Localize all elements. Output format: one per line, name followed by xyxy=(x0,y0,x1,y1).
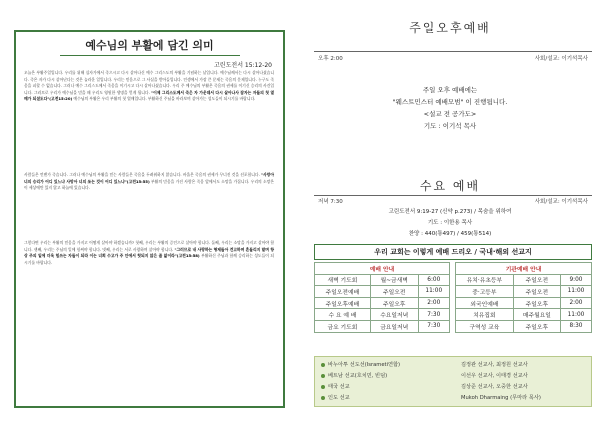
cell: 11:00 xyxy=(560,286,591,298)
cell: 수 요 예 배 xyxy=(315,309,371,321)
wednesday-time: 저녁 7:30 xyxy=(318,199,343,205)
cell: 주일오전 xyxy=(513,286,560,298)
cell: 수요일저녁 xyxy=(370,309,418,321)
missions-box xyxy=(314,356,592,407)
bullet-icon xyxy=(321,374,325,378)
missionary-text: Mukoh Dharmaing (무마라 목사) xyxy=(461,395,541,401)
wednesday-leader: 사회/설교: 이기석목사 xyxy=(534,199,588,205)
cell: 9:00 xyxy=(560,274,591,286)
p3-quote: "그러므로 내 사랑하는 형제들아 견고하며 흔들리지 말며 항상 주의 일에 더욱 힘쓰는 자들이 되라 이는 너희 수고가 주 안에서 헛되지 않은 줄 앎이라"(고전15:58) xyxy=(24,246,274,259)
wed-line-3: 찬양 : 440(통497) / 459(통514) xyxy=(408,231,492,237)
cell: 주일오전예배 xyxy=(315,286,371,298)
missionary-text: 김상준 선교사, 오중한 선교사 xyxy=(461,384,528,390)
sermon-paragraph-2 xyxy=(24,172,274,192)
p3-end: 부활하신 주님과 함께 승리하는 성도들이 되시기를 바랍니다. xyxy=(24,253,274,265)
cell: 7:30 xyxy=(418,320,449,332)
bullet-icon xyxy=(321,363,325,367)
cell: 주일오전 xyxy=(370,286,418,298)
missionary-names xyxy=(461,372,528,379)
ministry-schedule-table xyxy=(455,262,592,333)
wednesday-divider xyxy=(314,195,592,196)
worship-schedule-table xyxy=(314,262,450,333)
p2-text: 사람들은 언젠가 죽습니다. 그러나 예수님의 부활을 믿는 사람들은 죽음을 두려워하지 않습니다. 바울은 죽음의 권세가 무너진 것을 선포합니다. xyxy=(24,172,260,177)
cell: 치유집회 xyxy=(456,309,514,321)
sunday-line-1: 주일 오후 예배에는 xyxy=(422,86,478,94)
cell: 외국인예배 xyxy=(456,297,514,309)
missionary-names xyxy=(461,383,528,390)
missionary-text: 이선우 선교사, 이태경 선교사 xyxy=(461,373,528,379)
cell: 8:30 xyxy=(560,320,591,332)
mission-field: 태국 선교 xyxy=(328,384,350,390)
scripture-reference: 고린도전서 15:12-20 xyxy=(214,62,272,69)
worship-table-header: 예배 안내 xyxy=(315,263,450,275)
sunday-leader: 사회/설교: 이기석목사 xyxy=(534,56,588,62)
wednesday-details xyxy=(300,207,600,240)
ministry-table-header: 기관예배 안내 xyxy=(456,263,592,275)
schedule-page xyxy=(300,0,600,424)
sermon-title: 예수님의 부활에 담긴 의미 xyxy=(85,39,214,52)
mission-field: 바누아투 선도선(Isrameti연합) xyxy=(328,362,401,368)
bullet-icon xyxy=(321,385,325,389)
cell: 7:30 xyxy=(418,309,449,321)
wednesday-title: 수요 예배 xyxy=(419,179,481,193)
mission-item xyxy=(321,361,400,368)
mission-item xyxy=(321,383,350,390)
title-divider xyxy=(60,55,240,56)
cell: 2:00 xyxy=(418,297,449,309)
table-row xyxy=(456,286,592,298)
cell: 6:00 xyxy=(418,274,449,286)
cell: 주일오후예배 xyxy=(315,297,371,309)
mission-item xyxy=(321,394,350,401)
missionary-names xyxy=(461,361,528,368)
cell: 구역성 교육 xyxy=(456,320,514,332)
bullet-icon xyxy=(321,396,325,400)
sunday-pm-title: 주일오후예배 xyxy=(409,21,491,35)
cell: 주일오전 xyxy=(513,274,560,286)
table-row xyxy=(456,309,592,321)
cell: 매주월요일 xyxy=(513,309,560,321)
cell: 주일오후 xyxy=(370,297,418,309)
table-row xyxy=(456,320,592,332)
cell: 주일오후 xyxy=(513,320,560,332)
mission-field: 베트남 선교(호치민, 빈덤) xyxy=(328,373,388,379)
cell: 유치·유초등부 xyxy=(456,274,514,286)
sunday-line-4: 기도 : 이기석 목사 xyxy=(423,122,477,130)
sunday-line-2: "웨스트민스터 예배모범" 이 진행됩니다. xyxy=(392,98,508,106)
table-row xyxy=(315,309,450,321)
worship-banner: 우리 교회는 이렇게 예배 드리오 / 국내·해외 선교지 xyxy=(314,244,592,260)
cell: 주일오후 xyxy=(513,297,560,309)
table-row xyxy=(315,274,450,286)
cell: 금요 기도회 xyxy=(315,320,371,332)
sermon-paragraph-1 xyxy=(24,70,274,103)
cell: 중·고등부 xyxy=(456,286,514,298)
p1-text: 오늘은 부활주일입니다. 우리를 위해 십자가에서 죽으시고 다시 살아나신 예수 그리스도의 부활을 기념하는 날입니다. 예수님께서는 다시 살아나셨습니다. 죽은 자가 다시 살아난다는 것은 놀라운 일입니다. 우리는 믿음으로 그 사실을 받아들입니다. 인생에서 가장 큰 문제는 죽음의 문제입니다. 누구도 죽음을 피할 수 없습니다. 그러나 예수 그리스도께서 죽음을 이기시고 다시 살아나셨습니다. 우리 주 예수님의 부활은 죽음의 권세를 이기신 승리의 사건입니다. 그러므로 우리가 예수님을 믿을 때 우리도 영원한 생명을 얻게 됩니다. xyxy=(24,70,274,95)
table-row xyxy=(456,274,592,286)
cell: 2:00 xyxy=(560,297,591,309)
cell: 새벽 기도회 xyxy=(315,274,371,286)
cell: 11:00 xyxy=(560,309,591,321)
wed-line-1: 고린도전서 9:19-27 (신약 p.273) / 목숨을 위하여 xyxy=(388,209,512,215)
missionary-text: 김정관 선교사, 최정원 선교사 xyxy=(461,362,528,368)
missionary-names xyxy=(461,394,541,401)
table-row xyxy=(315,297,450,309)
sermon-paragraph-3 xyxy=(24,240,274,266)
cell: 금요일저녁 xyxy=(370,320,418,332)
p2-end: 부활의 믿음을 가진 사람은 죽음 앞에서도 소망을 가집니다. 우리의 소망은 이 세상에만 있지 않고 하늘에 있습니다. xyxy=(24,178,274,191)
sunday-divider xyxy=(314,51,592,52)
sunday-details xyxy=(300,84,600,132)
table-row xyxy=(315,286,450,298)
p1-end: 예수님의 부활은 우리 부활의 첫 열매입니다. 부활하신 주님을 바라보며 살아가는 성도들이 되시기를 바랍니다. xyxy=(73,96,256,102)
table-row xyxy=(315,320,450,332)
sunday-time: 오후 2:00 xyxy=(318,56,343,62)
table-row xyxy=(456,297,592,309)
mission-item xyxy=(321,372,387,379)
wed-line-2: 기도 : 이한용 목사 xyxy=(427,220,473,226)
p2-quote: "사망아 너의 승리가 어디 있느냐 사망아 너의 쏘는 것이 어디 있느냐"(고전15:55) xyxy=(24,172,274,184)
cell: 11:00 xyxy=(418,286,449,298)
p1-quote: "이제 그리스도께서 죽은 자 가운데서 다시 살아나사 잠자는 자들의 첫 열매가 되셨도다"(고전15:20) xyxy=(24,89,275,102)
mission-field: 인도 선교 xyxy=(328,395,350,401)
sunday-line-3: <설교 전 공가도> xyxy=(423,110,477,118)
p3-text: 그렇다면 우리는 부활의 믿음을 가지고 어떻게 살아야 하겠습니까? 첫째, 우리는 부활의 증인으로 살아야 합니다. 둘째, 우리는 소망을 가지고 살아야 합니다. 셋째, 우리는 주님의 일에 힘써야 합니다. 넷째, 우리는 서로 사랑하며 살아야 합니다. xyxy=(24,240,274,252)
cell: 월~금새벽 xyxy=(370,274,418,286)
